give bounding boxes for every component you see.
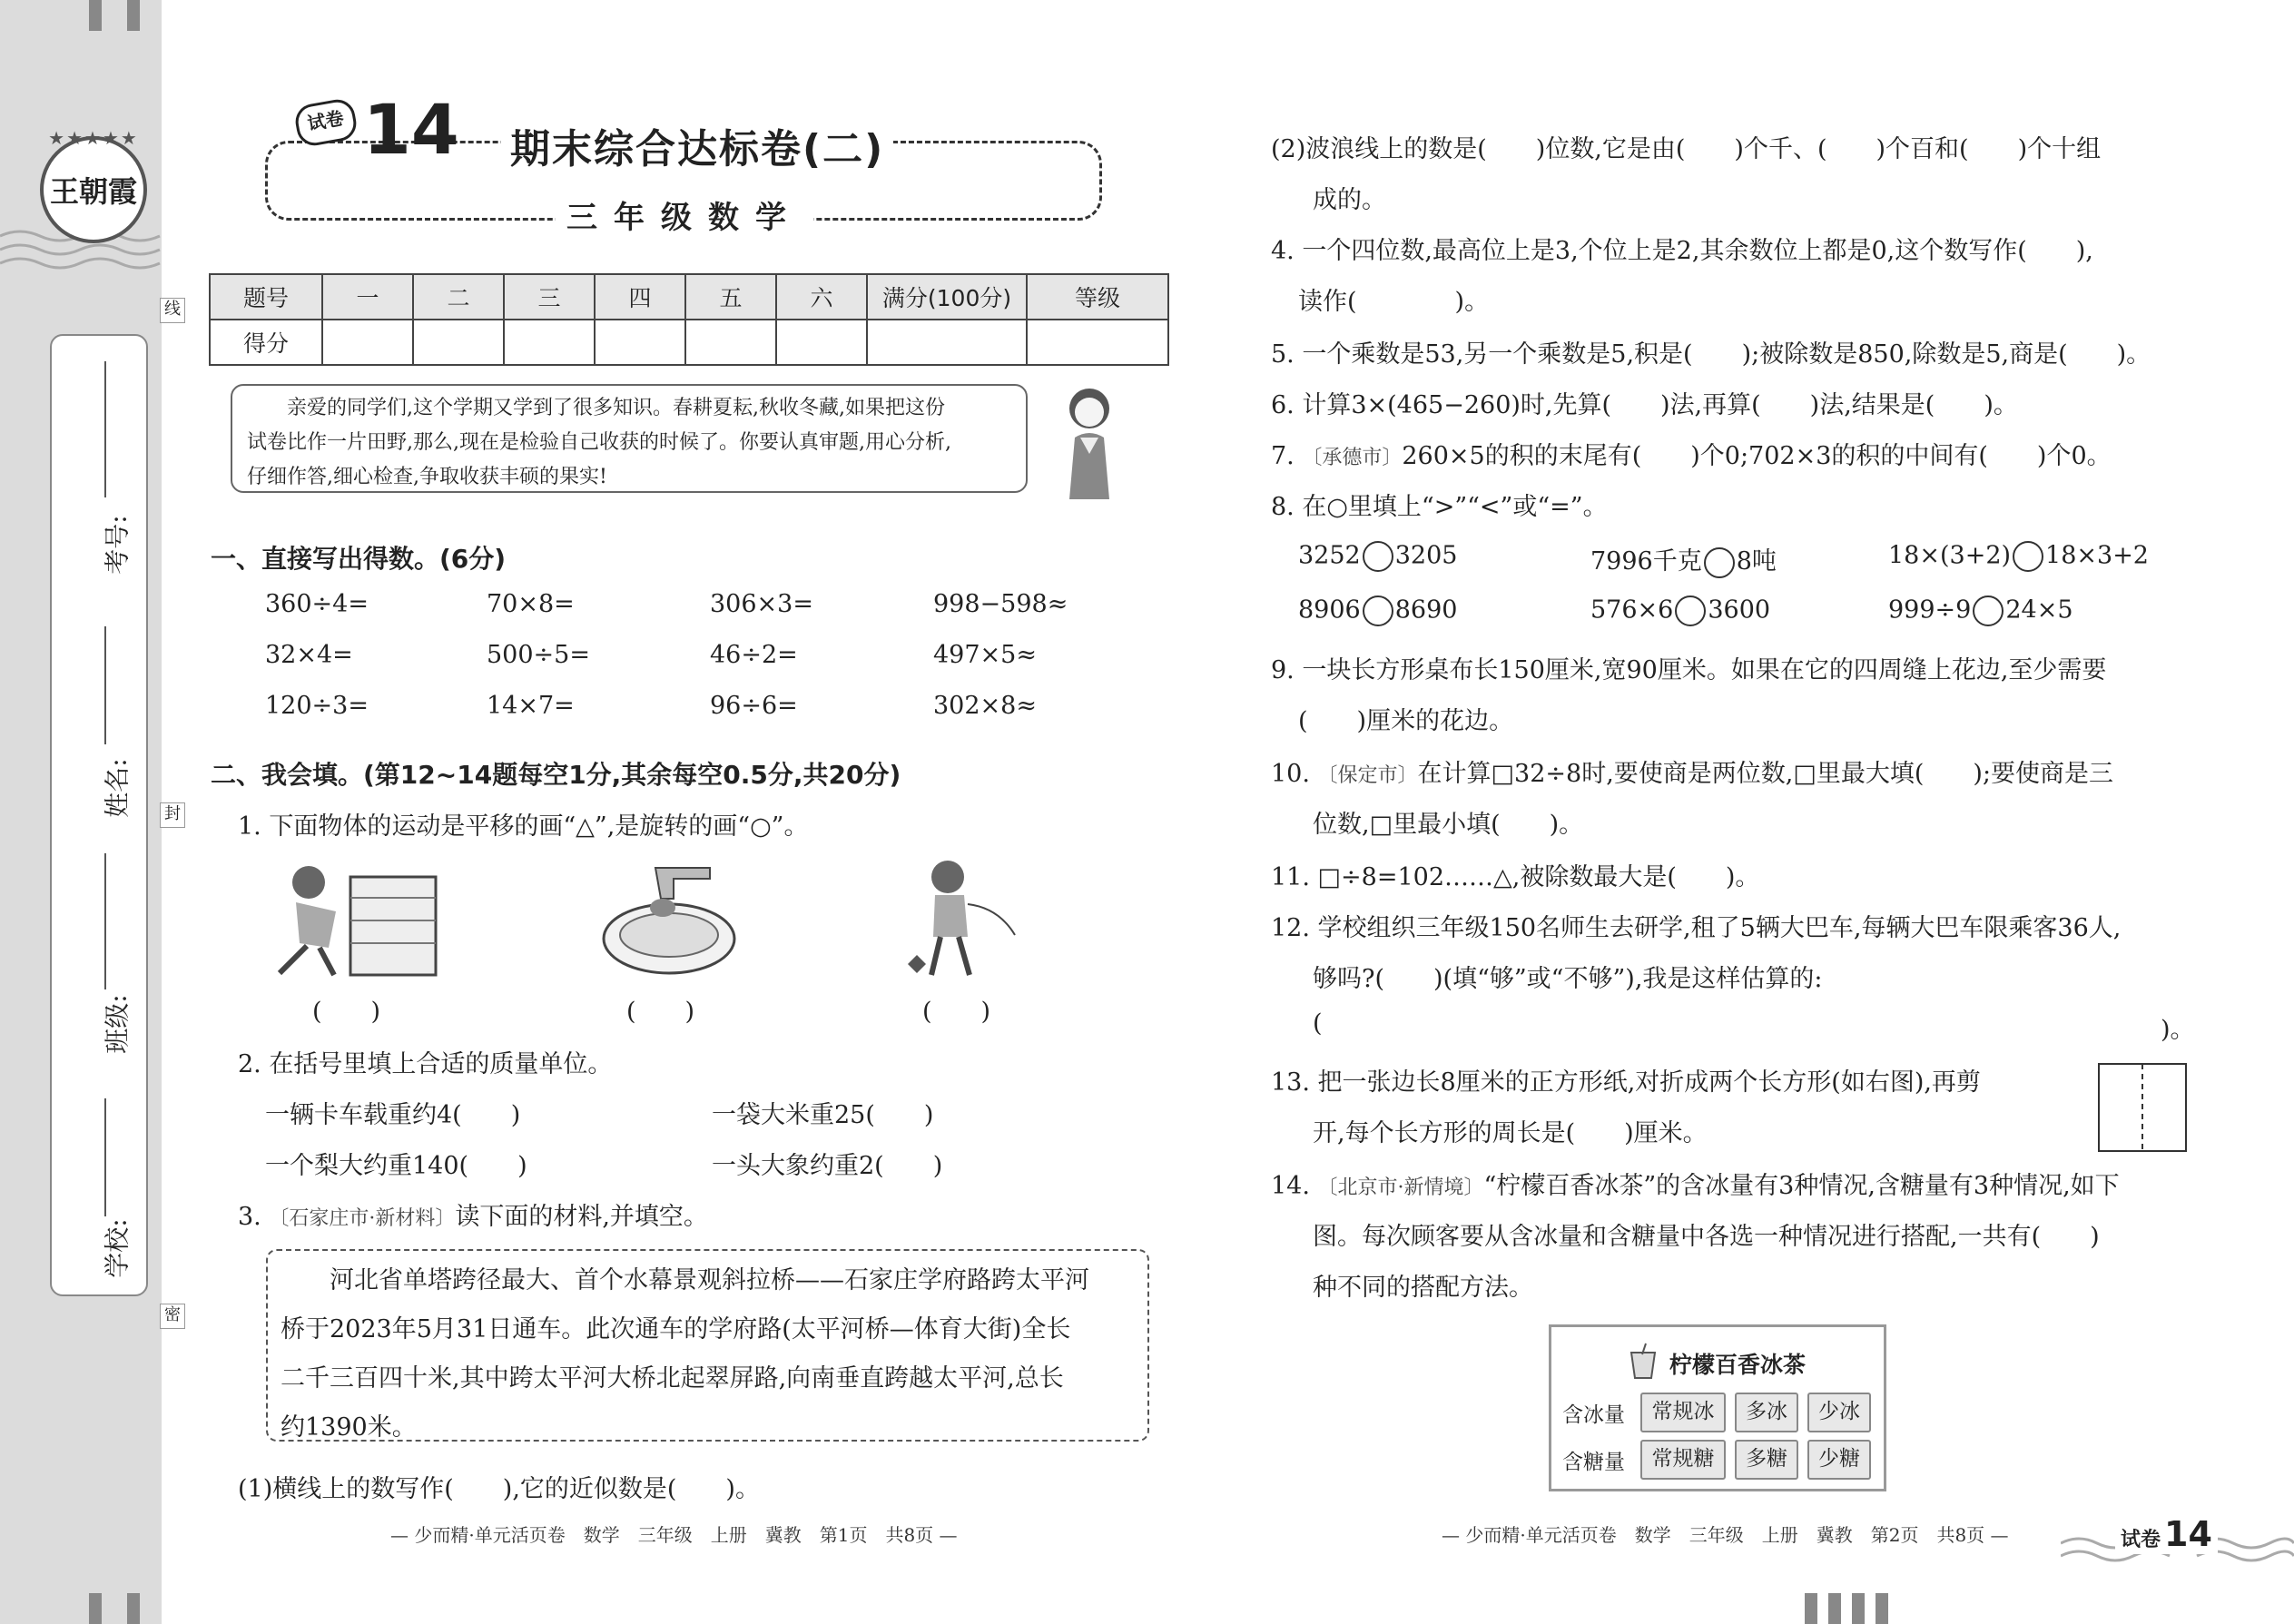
notch-mark [127,1593,140,1624]
estimate-answer-area[interactable] [1334,1035,2161,1037]
score-cell[interactable] [504,320,595,365]
score-cell[interactable] [322,320,413,365]
sugar-label: 含糖量 [1562,1451,1625,1474]
notch-mark [89,0,102,31]
compare-circle[interactable] [1675,595,1706,626]
seal-mark-mi: 密 [160,1304,185,1329]
footer-badge-number: 14 [2164,1514,2212,1554]
compare-right: 24×5 [2005,595,2073,625]
compare-circle[interactable] [1973,595,2004,626]
notch-mark [1828,1593,1841,1624]
notch-mark [1876,1593,1888,1624]
page-subtitle: 三年级数学 [556,192,813,237]
answer-blank[interactable]: ( ) [922,998,991,1026]
question-3: 3. 〔石家庄市·新材料〕读下面的材料,并填空。 [238,1203,708,1231]
arith-problem: 32×4= [265,641,353,669]
score-cell[interactable] [685,320,776,365]
question-12: 12. 学校组织三年级150名师生去研学,租了5辆大巴车,每辆大巴车限乘客36人, [1271,914,2122,942]
question-11: 11. □÷8=102……△,被除数最大是( )。 [1271,863,1760,891]
notch-mark [127,0,140,31]
compare-left: 18×(3+2) [1888,541,2012,570]
score-cell[interactable] [776,320,867,365]
section-1-title: 一、直接写出得数。(6分) [211,544,507,574]
question-10-cont: 位数,□里最小填( )。 [1313,811,1584,839]
arith-problem: 302×8≈ [933,692,1037,720]
question-14-cont: 图。每次顾客要从含冰量和含糖量中各选一种情况进行搭配,一共有( ) [1313,1223,2100,1251]
spinning-top-illustration [908,853,1044,980]
mass-unit-item: 一头大象约重2( ) [712,1152,943,1180]
arith-problem: 497×5≈ [933,641,1037,669]
notch-mark [1805,1593,1817,1624]
table-header: 满分(100分) [867,274,1027,320]
push-door-illustration [263,857,445,979]
paper-badge: 试卷 [293,97,359,149]
question-1: 1. 下面物体的运动是平移的画“△”,是旋转的画“○”。 [238,812,809,841]
footer-badge-label: 试卷 [2121,1529,2161,1551]
score-cell[interactable] [413,320,504,365]
exam-number-label: 考号: [102,515,133,575]
sugar-option[interactable]: 多糖 [1735,1440,1798,1480]
answer-blank[interactable]: ( ) [312,998,381,1026]
score-cell[interactable] [595,320,685,365]
table-header: 四 [595,274,685,320]
class-label: 班级: [102,994,133,1054]
passage-line: 桥于2023年5月31日通车。此次通车的学府路(太平河桥—体育大街)全长 [281,1315,1071,1343]
arith-problem: 46÷2= [710,641,798,669]
reading-passage [266,1249,1149,1442]
table-header: 五 [685,274,776,320]
compare-right: 8690 [1394,595,1458,625]
question-9: 9. 一块长方形桌布长150厘米,宽90厘米。如果在它的四周缝上花边,至少需要 [1271,656,2107,684]
score-table [209,273,1169,366]
school-label: 学校: [102,1218,133,1278]
question-2: 2. 在括号里填上合适的质量单位。 [238,1050,613,1078]
mass-unit-item: 一辆卡车载重约4( ) [265,1101,521,1129]
question-13: 13. 把一张边长8厘米的正方形纸,对折成两个长方形(如右图),再剪 [1271,1068,1981,1097]
table-header: 三 [504,274,595,320]
region-tag: 〔北京市·新情境〕 [1317,1176,1484,1199]
arith-problem: 120÷3= [265,692,369,720]
question-7: 7. 〔承德市〕260×5的积的末尾有( )个0;702×3的积的中间有( )个0。 [1271,442,2112,470]
compare-right: 18×3+2 [2045,541,2149,570]
question-3-2: (2)波浪线上的数是( )位数,它是由( )个千、( )个百和( )个十组 [1271,135,2102,163]
folded-square-diagram [2097,1062,2188,1153]
compare-item [1590,541,1777,578]
question-3-1: (1)横线上的数写作( ),它的近似数是( )。 [238,1475,760,1503]
intro-message [231,384,1028,493]
logo-text: 王朝霞 [49,174,137,209]
question-14-text: “柠檬百香冰茶”的含冰量有3种情况,含糖量有3种情况,如下 [1483,1172,2120,1200]
arith-problem: 500÷5= [487,641,590,669]
seal-mark-feng: 封 [160,802,185,828]
sugar-option[interactable]: 少糖 [1807,1440,1871,1480]
question-14-cont2: 种不同的搭配方法。 [1313,1274,1533,1302]
seal-mark-xian: 线 [160,298,185,323]
question-12-cont: 够吗?( )(填“够”或“不够”),我是这样估算的: [1313,965,1823,993]
passage-line: 约1390米。 [281,1413,417,1442]
compare-item [1590,595,1770,626]
question-3-text: 读下面的材料,并填空。 [455,1203,708,1231]
question-4-cont: 读作( )。 [1298,288,1490,316]
question-6: 6. 计算3×(465−260)时,先算( )法,再算( )法,结果是( )。 [1271,391,2018,419]
compare-right: 8吨 [1736,547,1777,576]
question-4: 4. 一个四位数,最高位上是3,个位上是2,其余数位上都是0,这个数写作( ), [1271,237,2093,265]
score-cell[interactable] [1027,320,1168,365]
section-2-title: 二、我会填。(第12~14题每空1分,其余每空0.5分,共20分) [211,760,901,790]
question-7-text: 260×5的积的末尾有( )个0;702×3的积的中间有( )个0。 [1402,442,2112,470]
table-header: 题号 [210,274,322,320]
arith-problem: 998−598≈ [933,590,1068,618]
compare-item [1298,595,1457,626]
compare-left: 8906 [1298,595,1361,625]
tea-menu-title: 柠檬百香冰茶 [1669,1352,1807,1378]
compare-circle[interactable] [1363,595,1393,626]
answer-blank[interactable]: ( ) [626,998,695,1026]
compare-item [1888,595,2073,626]
question-3-2-cont: 成的。 [1313,186,1386,214]
mass-unit-item: 一袋大米重25( ) [712,1101,934,1129]
estimate-blank-open: ( [1313,1009,1323,1038]
footer-left: — 少而精·单元活页卷 数学 三年级 上册 冀教 第1页 共8页 — [390,1524,958,1546]
name-field[interactable] [104,626,106,744]
compare-item [1298,541,1457,572]
passage-line: 二千三百四十米,其中跨太平河大桥北起翠屏路,向南垂直跨越太平河,总长 [281,1364,1064,1393]
compare-left: 999÷9 [1888,595,1972,625]
question-5: 5. 一个乘数是53,另一个乘数是5,积是( );被除数是850,除数是5,商是( )。 [1271,340,2151,369]
intro-line: 试卷比作一片田野,那么,现在是检验自己收获的时候了。你要认真审题,用心分析, [247,431,951,454]
sugar-option[interactable]: 常规糖 [1640,1440,1726,1480]
table-header: 一 [322,274,413,320]
ice-option[interactable]: 多冰 [1735,1393,1798,1432]
region-tag: 〔石家庄市·新材料〕 [269,1207,456,1230]
tea-cup-icon [1624,1342,1662,1380]
question-10-text: 在计算□32÷8时,要使商是两位数,□里最大填( );要使商是三 [1417,760,2114,788]
paper-number: 14 [363,89,459,170]
notch-mark [89,1593,102,1624]
question-13-cont: 开,每个长方形的周长是( )厘米。 [1313,1119,1708,1147]
compare-left: 7996千克 [1590,547,1702,576]
exam-number-field[interactable] [104,361,106,497]
ice-option[interactable]: 少冰 [1807,1393,1871,1432]
score-cell[interactable] [867,320,1027,365]
table-header: 等级 [1027,274,1168,320]
ice-option[interactable]: 常规冰 [1640,1393,1726,1432]
compare-left: 576×6 [1590,595,1674,625]
name-label: 姓名: [102,758,133,818]
question-14: 14. 〔北京市·新情境〕“柠檬百香冰茶”的含冰量有3种情况,含糖量有3种情况,如下 [1271,1172,2120,1200]
arith-problem: 70×8= [487,590,575,618]
faucet-sink-illustration [601,857,737,979]
region-tag: 〔保定市〕 [1317,764,1418,787]
passage-line: 河北省单塔跨径最大、首个水幕景观斜拉桥——石家庄学府路跨太平河 [330,1266,1089,1294]
question-8: 8. 在○里填上“>”“<”或“=”。 [1271,493,1608,521]
intro-line: 仔细作答,细心检查,争取收获丰硕的果实! [247,466,607,488]
teacher-illustration [1053,381,1126,499]
estimate-blank-close: )。 [2161,1016,2195,1044]
page-title: 期末综合达标卷(二) [501,116,893,174]
footer-right: — 少而精·单元活页卷 数学 三年级 上册 冀教 第2页 共8页 — [1442,1524,2009,1546]
school-field[interactable] [104,1098,106,1216]
mass-unit-item: 一个梨大约重140( ) [265,1152,527,1180]
compare-circle[interactable] [1704,547,1735,578]
class-field[interactable] [104,853,106,989]
arith-problem: 306×3= [710,590,813,618]
compare-right: 3205 [1394,541,1458,570]
table-row-label: 得分 [210,320,322,365]
arith-problem: 14×7= [487,692,575,720]
tea-menu [1549,1324,1886,1491]
arith-problem: 360÷4= [265,590,369,618]
brand-logo: ★★★★★ 王朝霞 [40,136,147,243]
region-tag: 〔承德市〕 [1302,447,1403,469]
ice-label: 含冰量 [1562,1403,1625,1427]
arith-problem: 96÷6= [710,692,798,720]
table-header: 六 [776,274,867,320]
compare-circle[interactable] [1363,541,1393,572]
compare-right: 3600 [1708,595,1771,625]
table-header: 二 [413,274,504,320]
intro-line: 亲爱的同学们,这个学期又学到了很多知识。春耕夏耘,秋收冬藏,如果把这份 [287,397,945,419]
question-10: 10. 〔保定市〕在计算□32÷8时,要使商是两位数,□里最大填( );要使商是三 [1271,760,2114,788]
compare-circle[interactable] [2013,541,2043,572]
compare-left: 3252 [1298,541,1361,570]
compare-item [1888,541,2149,572]
notch-mark [1852,1593,1865,1624]
student-info-card [50,334,148,1296]
footer-paper-badge [2115,1514,2218,1554]
question-9-cont: ( )厘米的花边。 [1298,707,1514,735]
